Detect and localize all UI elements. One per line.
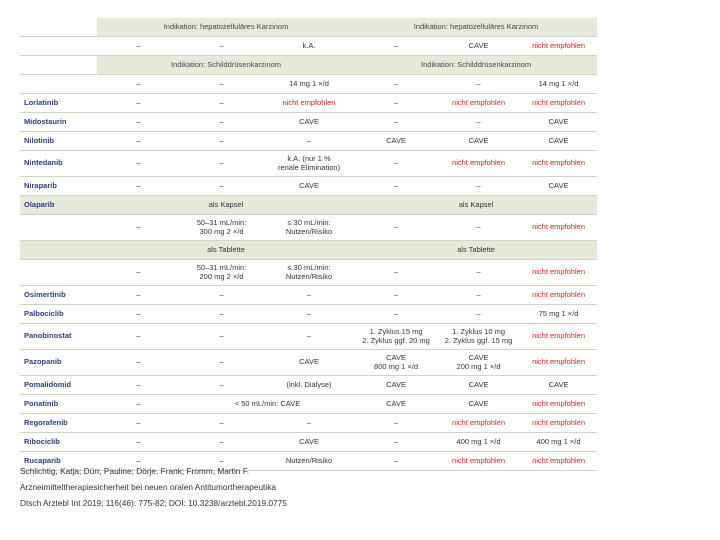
- drug-name-cell: Nintedanib: [20, 151, 97, 177]
- table-cell: ≤ 30 mL/min: Nutzen/Risiko: [263, 215, 355, 241]
- table-cell: –: [437, 286, 520, 305]
- drug-name-cell: Ponatinib: [20, 395, 97, 414]
- table-cell: CAVE 800 mg 1 ×/d: [355, 350, 437, 376]
- table-cell: nicht empfohlen: [520, 350, 597, 376]
- table-cell: –: [180, 376, 263, 395]
- table-cell: CAVE: [355, 376, 437, 395]
- table-row: [20, 305, 597, 324]
- table-row: [20, 132, 597, 151]
- drug-name-cell: Ribociclib: [20, 433, 97, 452]
- drug-name-cell: [20, 260, 97, 286]
- table-cell: als Kapsel: [355, 196, 597, 215]
- drug-name-cell: [20, 37, 97, 56]
- table-cell: –: [180, 75, 263, 94]
- table-cell: –: [180, 94, 263, 113]
- table-row: [20, 395, 597, 414]
- table-cell: nicht empfohlen: [520, 324, 597, 350]
- table-cell: –: [437, 177, 520, 196]
- table-cell: CAVE: [263, 177, 355, 196]
- table-cell: ≤ 30 mL/min: Nutzen/Risiko: [263, 260, 355, 286]
- table-cell: –: [97, 260, 180, 286]
- table-cell: –: [180, 37, 263, 56]
- table-row: [20, 324, 597, 350]
- table-cell: CAVE: [263, 350, 355, 376]
- table-cell: 75 mg 1 ×/d: [520, 305, 597, 324]
- indication-header-cell: Indikation: hepatozelluläres Karzinom: [355, 18, 597, 37]
- table-body: [20, 18, 597, 471]
- table-cell: nicht empfohlen: [520, 215, 597, 241]
- table-row: [20, 56, 597, 75]
- table-cell: –: [97, 75, 180, 94]
- table-row: [20, 241, 597, 260]
- table-cell: 1. Zyklus 10 mg 2. Zyklus ggf. 15 mg: [437, 324, 520, 350]
- table-cell: < 50 mL/min: CAVE: [180, 395, 355, 414]
- table-cell: nicht empfohlen: [520, 452, 597, 471]
- table-cell: CAVE: [520, 177, 597, 196]
- table-row: [20, 414, 597, 433]
- table-cell: 50–31 mL/min: 300 mg 2 ×/d: [180, 215, 263, 241]
- table-cell: –: [97, 151, 180, 177]
- drug-name-cell: Osimertinib: [20, 286, 97, 305]
- table-cell: 400 mg 1 ×/d: [520, 433, 597, 452]
- drug-name-cell: Palbociclib: [20, 305, 97, 324]
- table-cell: –: [97, 376, 180, 395]
- table-row: [20, 350, 597, 376]
- table-cell: –: [355, 433, 437, 452]
- table-cell: –: [263, 305, 355, 324]
- indication-header-cell: Indikation: Schilddrüsenkarzinom: [355, 56, 597, 75]
- table-cell: nicht empfohlen: [520, 260, 597, 286]
- table-row: [20, 286, 597, 305]
- drug-name-cell: Regorafenib: [20, 414, 97, 433]
- drug-name-cell: Rucaparib: [20, 452, 97, 471]
- drug-name-cell: [20, 56, 97, 75]
- table-cell: –: [180, 177, 263, 196]
- table-row: [20, 433, 597, 452]
- table-cell: CAVE: [355, 132, 437, 151]
- table-row: [20, 376, 597, 395]
- table-row: [20, 196, 597, 215]
- table-cell: –: [437, 260, 520, 286]
- table-cell: –: [355, 260, 437, 286]
- table-cell: CAVE: [437, 376, 520, 395]
- table-cell: –: [355, 37, 437, 56]
- table-cell: –: [180, 433, 263, 452]
- table-cell: –: [355, 452, 437, 471]
- table-cell: –: [180, 286, 263, 305]
- drug-name-cell: Niraparib: [20, 177, 97, 196]
- table-cell: –: [97, 286, 180, 305]
- drug-name-cell: [20, 215, 97, 241]
- table-cell: –: [97, 414, 180, 433]
- table-cell: –: [355, 414, 437, 433]
- table-cell: nicht empfohlen: [263, 94, 355, 113]
- table-cell: –: [180, 324, 263, 350]
- table-cell: CAVE: [437, 37, 520, 56]
- drug-name-cell: Midostaurin: [20, 113, 97, 132]
- table-cell: (inkl. Dialyse): [263, 376, 355, 395]
- table-row: [20, 18, 597, 37]
- table-cell: 14 mg 1 ×/d: [520, 75, 597, 94]
- table-cell: –: [437, 75, 520, 94]
- citation-authors: Schlichtig, Katja; Dürr, Pauline; Dörje, Frank; Fromm, Martin F.: [20, 466, 250, 476]
- table-cell: –: [97, 132, 180, 151]
- table-cell: –: [180, 151, 263, 177]
- table-cell: als Kapsel: [97, 196, 355, 215]
- drug-name-cell: Pazopanib: [20, 350, 97, 376]
- table-cell: –: [355, 75, 437, 94]
- drug-name-cell: Pomalidomid: [20, 376, 97, 395]
- table-cell: –: [180, 350, 263, 376]
- drug-name-cell: Nilotinib: [20, 132, 97, 151]
- table-cell: k.A.: [263, 37, 355, 56]
- table-cell: nicht empfohlen: [520, 395, 597, 414]
- table-cell: –: [180, 132, 263, 151]
- table-cell: –: [355, 113, 437, 132]
- table-cell: CAVE: [263, 433, 355, 452]
- table-cell: –: [97, 350, 180, 376]
- table-cell: als Tablette: [355, 241, 597, 260]
- table-cell: –: [97, 452, 180, 471]
- table-cell: –: [263, 324, 355, 350]
- table-cell: –: [180, 305, 263, 324]
- drug-name-cell: Panobinostat: [20, 324, 97, 350]
- table-cell: CAVE: [437, 132, 520, 151]
- table-cell: nicht empfohlen: [520, 286, 597, 305]
- table-cell: 400 mg 1 ×/d: [437, 433, 520, 452]
- table-cell: –: [180, 452, 263, 471]
- table-cell: –: [437, 113, 520, 132]
- table-cell: –: [97, 395, 180, 414]
- drug-name-cell: Lorlatinib: [20, 94, 97, 113]
- table-cell: –: [180, 414, 263, 433]
- table-row: [20, 151, 597, 177]
- table-cell: –: [97, 305, 180, 324]
- table-cell: CAVE: [263, 113, 355, 132]
- dosing-table: [20, 18, 597, 471]
- table-cell: nicht empfohlen: [520, 94, 597, 113]
- table-cell: –: [97, 433, 180, 452]
- citation-reference: Dtsch Arztebl Int 2019; 116(46): 775-82; DOI: 10.3238/arztebl.2019.0775: [20, 498, 287, 508]
- table-cell: nicht empfohlen: [520, 151, 597, 177]
- table-cell: –: [355, 305, 437, 324]
- table-cell: CAVE 200 mg 1 ×/d: [437, 350, 520, 376]
- table-cell: nicht empfohlen: [437, 414, 520, 433]
- table-cell: CAVE: [437, 395, 520, 414]
- table-cell: –: [263, 414, 355, 433]
- table-row: [20, 215, 597, 241]
- table-cell: 14 mg 1 ×/d: [263, 75, 355, 94]
- drug-name-cell: [20, 18, 97, 37]
- citation: [20, 463, 287, 511]
- table-cell: –: [355, 177, 437, 196]
- table-cell: –: [355, 215, 437, 241]
- table-cell: CAVE: [355, 395, 437, 414]
- drug-name-cell: [20, 75, 97, 94]
- table-row: [20, 94, 597, 113]
- table-cell: –: [355, 151, 437, 177]
- table-cell: –: [97, 215, 180, 241]
- dosing-table-container: [20, 18, 597, 471]
- indication-header-cell: Indikation: Schilddrüsenkarzinom: [97, 56, 355, 75]
- table-cell: CAVE: [520, 132, 597, 151]
- drug-name-cell: [20, 241, 97, 260]
- table-cell: nicht empfohlen: [437, 151, 520, 177]
- table-cell: 50–31 mL/min: 200 mg 2 ×/d: [180, 260, 263, 286]
- table-cell: nicht empfohlen: [520, 414, 597, 433]
- table-row: [20, 113, 597, 132]
- table-cell: –: [97, 113, 180, 132]
- table-cell: –: [180, 113, 263, 132]
- table-cell: –: [97, 324, 180, 350]
- table-cell: als Tablette: [97, 241, 355, 260]
- citation-title: Arzneimitteltherapiesicherheit bei neuen oralen Antitumortherapeutika: [20, 482, 276, 492]
- table-cell: CAVE: [520, 376, 597, 395]
- table-cell: nicht empfohlen: [437, 452, 520, 471]
- table-cell: –: [97, 94, 180, 113]
- table-cell: nicht empfohlen: [520, 37, 597, 56]
- table-cell: –: [437, 215, 520, 241]
- table-cell: –: [263, 132, 355, 151]
- table-cell: –: [355, 94, 437, 113]
- table-row: [20, 260, 597, 286]
- table-cell: 1. Zyklus 15 mg 2. Zyklus ggf. 20 mg: [355, 324, 437, 350]
- table-cell: –: [355, 286, 437, 305]
- table-cell: Nutzen/Risiko: [263, 452, 355, 471]
- table-cell: nicht empfohlen: [437, 94, 520, 113]
- table-cell: –: [97, 37, 180, 56]
- table-row: [20, 75, 597, 94]
- indication-header-cell: Indikation: hepatozelluläres Karzinom: [97, 18, 355, 37]
- table-cell: –: [437, 305, 520, 324]
- drug-name-cell: Olaparib: [20, 196, 97, 215]
- table-cell: –: [97, 177, 180, 196]
- table-row: [20, 177, 597, 196]
- table-cell: CAVE: [520, 113, 597, 132]
- table-cell: –: [263, 286, 355, 305]
- table-row: [20, 37, 597, 56]
- table-cell: k.A. (nur 1 % renale Elimination): [263, 151, 355, 177]
